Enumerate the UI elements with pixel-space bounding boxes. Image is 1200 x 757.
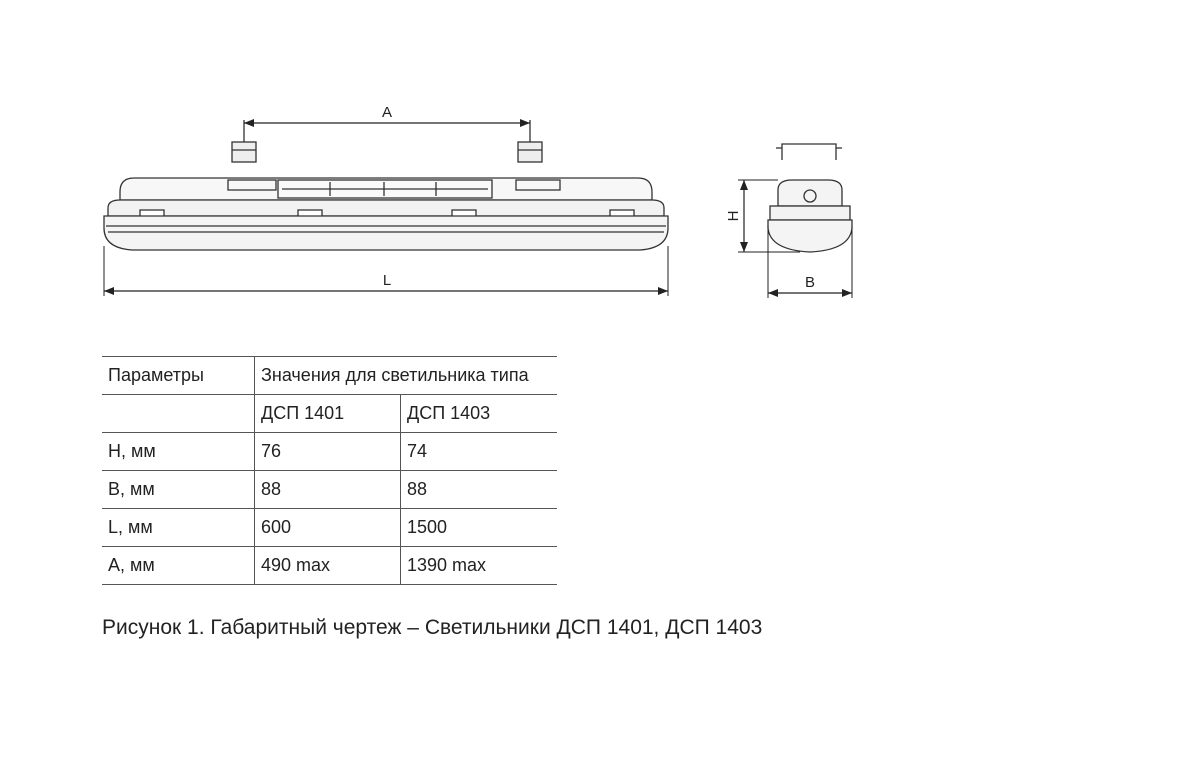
dimension-A	[244, 104, 530, 123]
luminaire-end-view	[768, 144, 852, 252]
row-value-1401: 600	[255, 509, 401, 547]
row-value-1403: 1390 max	[401, 547, 558, 585]
table-header-row	[102, 357, 557, 395]
table-row	[102, 547, 557, 585]
mounting-bracket-left	[232, 120, 256, 162]
type-1401: ДСП 1401	[255, 395, 401, 433]
row-value-1403: 74	[401, 433, 558, 471]
row-value-1403: 88	[401, 471, 558, 509]
row-value-1401: 76	[255, 433, 401, 471]
dimensional-drawing	[0, 0, 1200, 330]
mounting-bracket-right	[518, 120, 542, 162]
dimension-H-label: H	[725, 210, 742, 222]
row-param: H, мм	[102, 433, 255, 471]
row-param: L, мм	[102, 509, 255, 547]
row-param: B, мм	[102, 471, 255, 509]
dimension-B-label: B	[804, 274, 816, 291]
types-empty-cell	[102, 395, 255, 433]
table-types-row	[102, 395, 557, 433]
table-row	[102, 471, 557, 509]
header-parameters: Параметры	[102, 357, 255, 395]
dimension-L-label: L	[382, 272, 392, 289]
row-param: A, мм	[102, 547, 255, 585]
row-value-1401: 490 max	[255, 547, 401, 585]
row-value-1403: 1500	[401, 509, 558, 547]
header-values: Значения для светильника типа	[255, 357, 558, 395]
figure-caption: Рисунок 1. Габаритный чертеж – Светильники ДСП 1401, ДСП 1403	[102, 616, 763, 639]
type-1403: ДСП 1403	[401, 395, 558, 433]
luminaire-side-view	[104, 120, 668, 250]
row-value-1401: 88	[255, 471, 401, 509]
parameters-table	[102, 356, 557, 585]
dimension-L	[104, 246, 668, 296]
table-row	[102, 433, 557, 471]
table-row	[102, 509, 557, 547]
dimension-A-label: A	[381, 104, 393, 121]
